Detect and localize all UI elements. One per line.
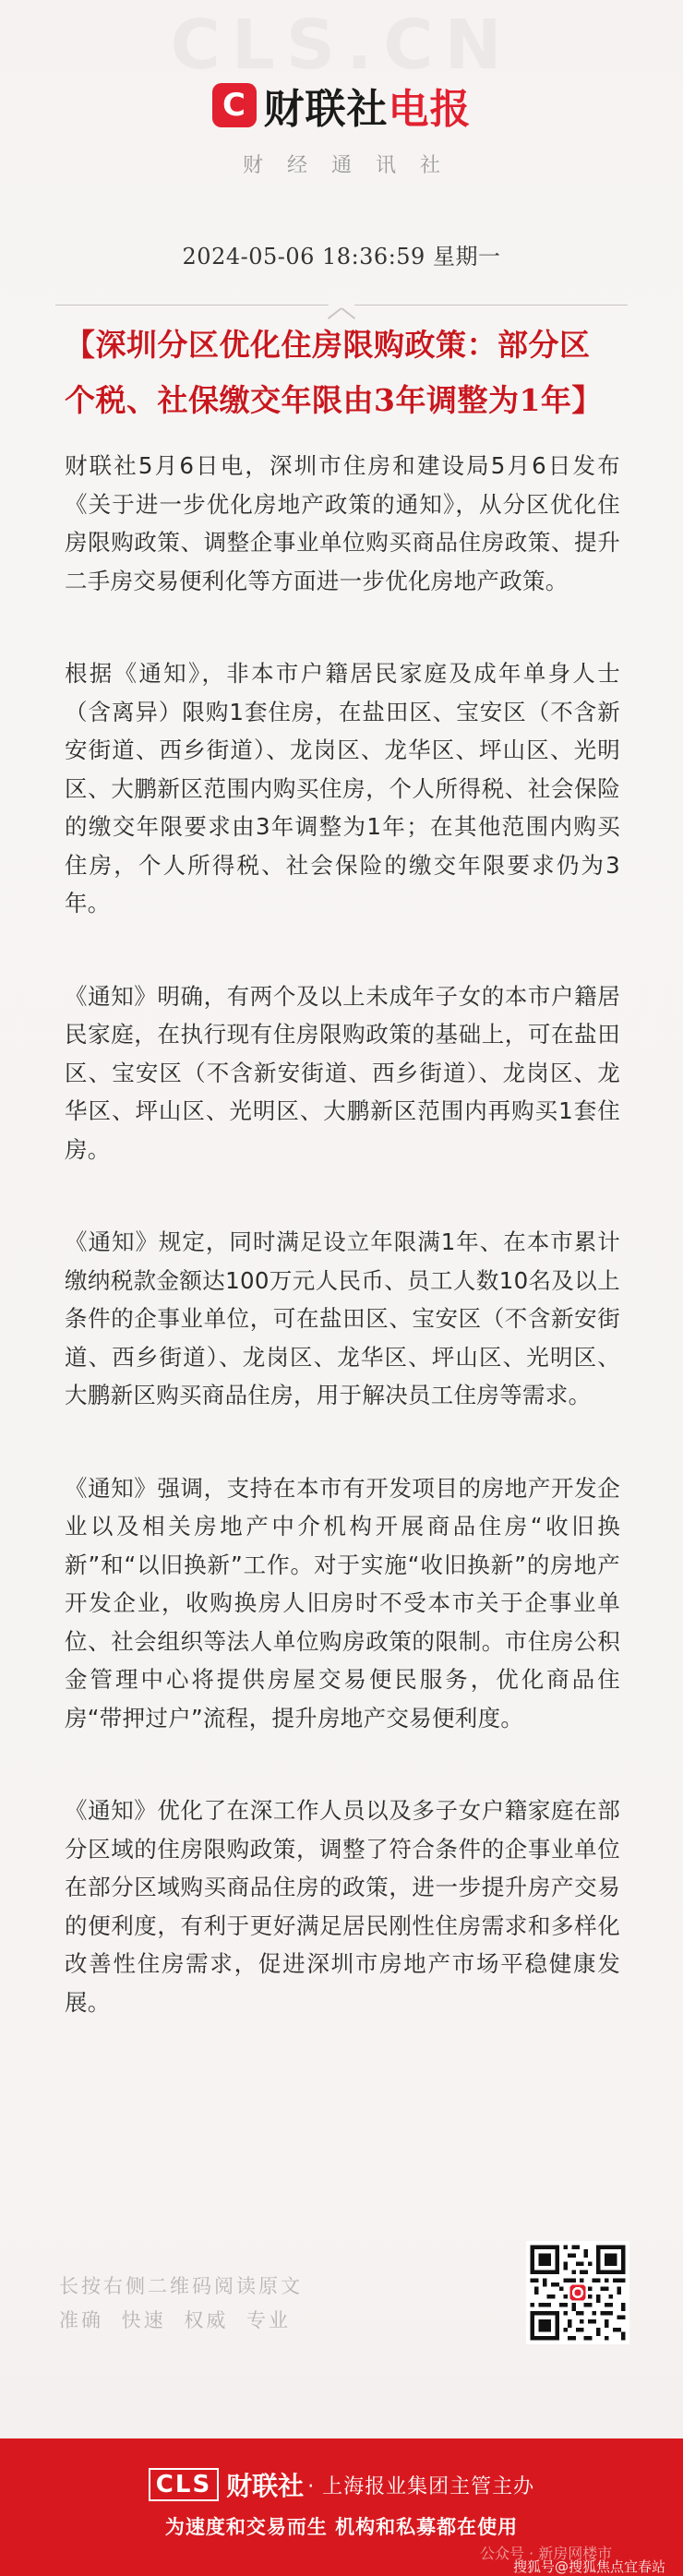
date-bar xyxy=(55,238,628,270)
footer-brand: 财联社 xyxy=(226,2471,305,2501)
paragraph: 根据《通知》，非本市户籍居民家庭及成年单身人士（含离异）限购1套住房，在盐田区、宝安区（不含新安街道、西乡街道）、龙岗区、龙华区、坪山区、光明区、大鹏新区范围内购买住房，个人所得税、社会保险的缴交年限要求由3年调整为1年；在其他范围内购买住房，个人所得税、社会保险的缴交年限要求仍为3年。 xyxy=(65,660,620,917)
footer-brand-row xyxy=(0,2466,683,2503)
cls-watermark xyxy=(0,6,683,85)
logo-letter: C xyxy=(222,87,246,124)
read-original-hint: 长按右侧二维码阅读原文 xyxy=(59,2275,303,2297)
footer-watermark-source: 搜狐号@搜狐焦点宜春站 xyxy=(513,2558,666,2575)
publish-date: 2024-05-06 18:36:59 星期一 xyxy=(182,244,501,270)
brand-header xyxy=(0,76,683,135)
cls-footer-logo: CLS xyxy=(149,2468,219,2501)
qr-code-icon[interactable] xyxy=(526,2241,629,2344)
brand-name-accent: 电报 xyxy=(388,86,472,133)
brand-subtitle: 财经通讯社 xyxy=(242,154,464,177)
headline: 【深圳分区优化住房限购政策：部分区个税、社保缴交年限由3年调整为1年】 xyxy=(65,327,603,418)
paragraph: 财联社5月6日电，深圳市住房和建设局5月6日发布《关于进一步优化房地产政策的通知》，从分区优化住房限购政策、调整企事业单位购买商品住房政策、提升二手房交易便利化等方面进一步优化房地产政策。 xyxy=(65,452,620,594)
footer-slogan: 为速度和交易而生 机构和私募都在使用 xyxy=(164,2516,519,2538)
tagline: 准确 快速 权威 专业 xyxy=(59,2309,292,2331)
footer-org: · 上海报业集团主管主办 xyxy=(307,2474,535,2498)
cls-logo-icon xyxy=(212,83,257,127)
date-divider-notch xyxy=(329,294,354,306)
footer-watermark-account: 公众号 · 新房网楼市 xyxy=(480,2545,613,2562)
paragraph: 《通知》强调，支持在本市有开发项目的房地产开发企业以及相关房地产中介机构开展商品住房“收旧换新”和“以旧换新”工作。对于实施“收旧换新”的房地产开发企业，收购换房人旧房时不受本市关于企事业单位、社会组织等法人单位购房政策的限制。市住房公积金管理中心将提供房屋交易便民服务，优化商品住房“带押过户”流程，提升房地产交易便利度。 xyxy=(65,1474,620,1731)
paragraph: 《通知》规定，同时满足设立年限满1年、在本市累计缴纳税款金额达100万元人民币、员工人数10名及以上条件的企事业单位，可在盐田区、宝安区（不含新安街道、西乡街道）、龙岗区、龙华区、坪山区、光明区、大鹏新区购买商品住房，用于解决员工住房等需求。 xyxy=(65,1228,620,1408)
paragraph: 《通知》优化了在深工作人员以及多子女户籍家庭在部分区域的住房限购政策，调整了符合条件的企事业单位在部分区域购买商品住房的政策，进一步提升房产交易的便利度，有利于更好满足居民刚性住房需求和多样化改善性住房需求，促进深圳市房地产市场平稳健康发展。 xyxy=(65,1797,620,2016)
brand-name: 财联社 xyxy=(263,86,389,133)
paragraph: 《通知》明确，有两个及以上未成年子女的本市户籍居民家庭，在执行现有住房限购政策的基础上，可在盐田区、宝安区（不含新安街道、西乡街道）、龙岗区、龙华区、坪山区、光明区、大鹏新区范围内再购买1套住房。 xyxy=(65,982,620,1163)
footer-banner xyxy=(0,2438,683,2576)
article xyxy=(65,318,620,2021)
